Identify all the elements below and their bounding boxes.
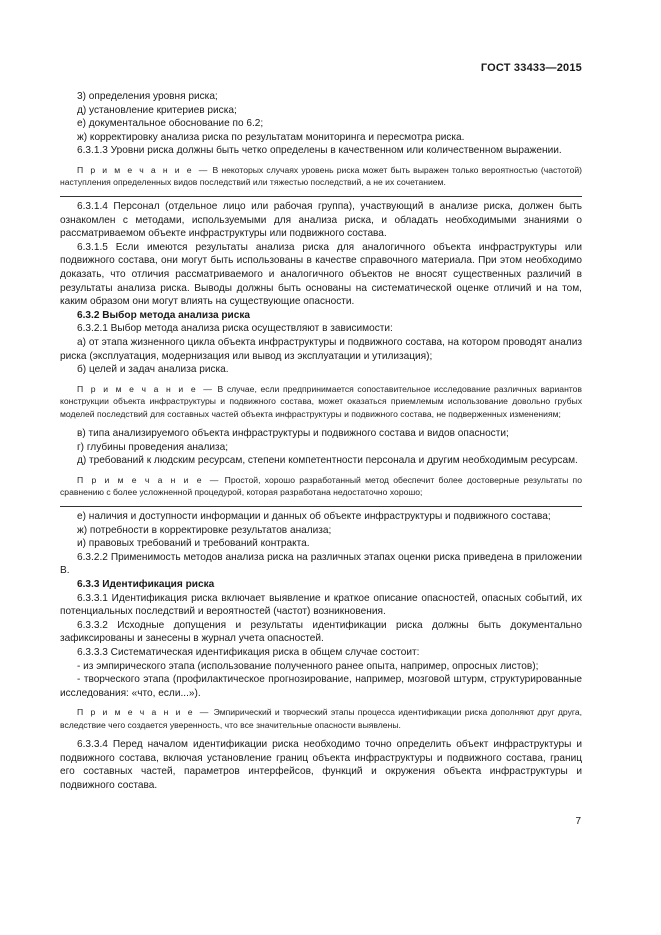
body-paragraph: а) от этапа жизненного цикла объекта инфраструктуры и подвижного состава, на котором проводят анализ риска (эксплуатация, модернизация или вывод из эксплуатации и утилизация);: [60, 336, 582, 362]
note-paragraph: [60, 706, 582, 731]
body-paragraph: ж) корректировку анализа риска по результатам мониторинга и пересмотра риска.: [77, 131, 465, 143]
note-label: П р и м е ч а н и е —: [77, 383, 214, 394]
note-text: Эмпирический и творческий этапы процесса идентификации риска дополняют друг друга, вследствие чего создается уверенность, что все значительные опасности выявлены.: [60, 707, 583, 730]
body-paragraph: в) типа анализируемого объекта инфраструктуры и подвижного состава и видов опасности;: [77, 428, 509, 440]
note-label: П р и м е ч а н и е —: [77, 707, 211, 718]
body-paragraph: - из эмпирического этапа (использование полученного ранее опыта, например, опросных листов);: [77, 660, 539, 672]
body-paragraph: 6.3.3.1 Идентификация риска включает выявление и краткое описание опасностей, опасных событий, их потенциальных последствий и вероятностей (частот) возникновения.: [60, 592, 582, 618]
separator-line: [60, 196, 582, 197]
body-paragraph: г) глубины проведения анализа;: [77, 441, 229, 453]
section-heading: 6.3.3 Идентификация риска: [77, 578, 215, 590]
body-paragraph: д) требований к людским ресурсам, степени компетентности персонала и другим необходимым ресурсам.: [77, 455, 578, 467]
body-paragraph: е) наличия и доступности информации и данных об объекте инфраструктуры и подвижного состава;: [77, 510, 551, 522]
note-text: В случае, если предпринимается сопоставительное исследование различных вариантов конструкции объекта инфраструктуры и подвижного состава, может оказаться приемлемым использование довольно грубых моделей последствий для составных частей объекта инфраструктуры и подвижного состава, не подверженных изменениям;: [60, 383, 582, 419]
separator-line: [60, 506, 582, 507]
body-paragraph: д) установление критериев риска;: [77, 104, 237, 116]
body-paragraph: 6.3.3.2 Исходные допущения и результаты идентификации риска должны быть документально зафиксированы и занесены в журнал учета опасностей.: [60, 619, 582, 645]
body-paragraph: - творческого этапа (профилактическое прогнозирование, например, мозговой штурм, структурированные исследования: «что, если...»).: [60, 674, 582, 699]
body-paragraph: и) правовых требований и требований контракта.: [77, 538, 310, 550]
page-number: 7: [575, 816, 581, 827]
note-label: П р и м е ч а н и е —: [77, 474, 221, 485]
body-paragraph: ж) потребности в корректировке результатов анализа;: [77, 524, 332, 536]
document-code: ГОСТ 33433—2015: [480, 62, 582, 74]
note-text: Простой, хорошо разработанный метод обеспечит более достоверные результаты по сравнению с более усложненной процедурой, которая разработана недостаточно хорошо;: [60, 474, 582, 498]
body-paragraph: 6.3.1.4 Персонал (отдельное лицо или рабочая группа), участвующий в анализе риска, должен быть ознакомлен с методами, используемыми для анализа риска, и обладать необходимыми знаниями о рассматриваемом объекте инфраструктуры или подвижного состава.: [60, 200, 582, 240]
body-paragraph: 6.3.1.3 Уровни риска должны быть четко определены в качественном или количественном выражении.: [77, 145, 562, 157]
body-paragraph: е) документальное обоснование по 6.2;: [77, 118, 264, 130]
body-paragraph: 6.3.1.5 Если имеются результаты анализа риска для аналогичного объекта инфраструктуры или подвижного состава, они могут быть использованы в качестве справочного материала. При этом необходимо доказать, что отличия рассматриваемого и аналогичного объектов не вносят существенных различий в результаты анализа риска. Выводы должны быть основаны на систематической оценке отличий и на том, каким образом они могут влиять на существующие опасности.: [60, 241, 582, 308]
body-paragraph: 6.3.3.3 Систематическая идентификация риска в общем случае состоит:: [77, 646, 420, 658]
body-paragraph: 6.3.3.4 Перед началом идентификации риска необходимо точно определить объект инфраструктуры и подвижного состава, включая установление границ объекта инфраструктуры и подвижного состава, границ его составных частей, параметров интерфейсов, функций и окружения объекта инфраструктуры и подвижного состава.: [60, 739, 582, 792]
note-paragraph: [60, 383, 582, 421]
body-paragraph: 6.3.2.1 Выбор метода анализа риска осуществляют в зависимости:: [77, 323, 393, 335]
note-paragraph: [60, 474, 582, 499]
section-heading: 6.3.2 Выбор метода анализа риска: [77, 309, 251, 321]
body-paragraph: 3) определения уровня риска;: [77, 91, 218, 102]
document-body: [60, 90, 582, 793]
body-paragraph: б) целей и задач анализа риска.: [77, 364, 229, 376]
note-paragraph: [60, 164, 582, 189]
note-label: П р и м е ч а н и е —: [77, 164, 210, 175]
body-paragraph: 6.3.2.2 Применимость методов анализа риска на различных этапах оценки риска приведена в приложении В.: [60, 551, 582, 577]
note-text: В некоторых случаях уровень риска может быть выражен только вероятностью (частотой) наступления определенных видов последствий или тяжестью последствий, а не их сочетанием.: [60, 164, 583, 188]
